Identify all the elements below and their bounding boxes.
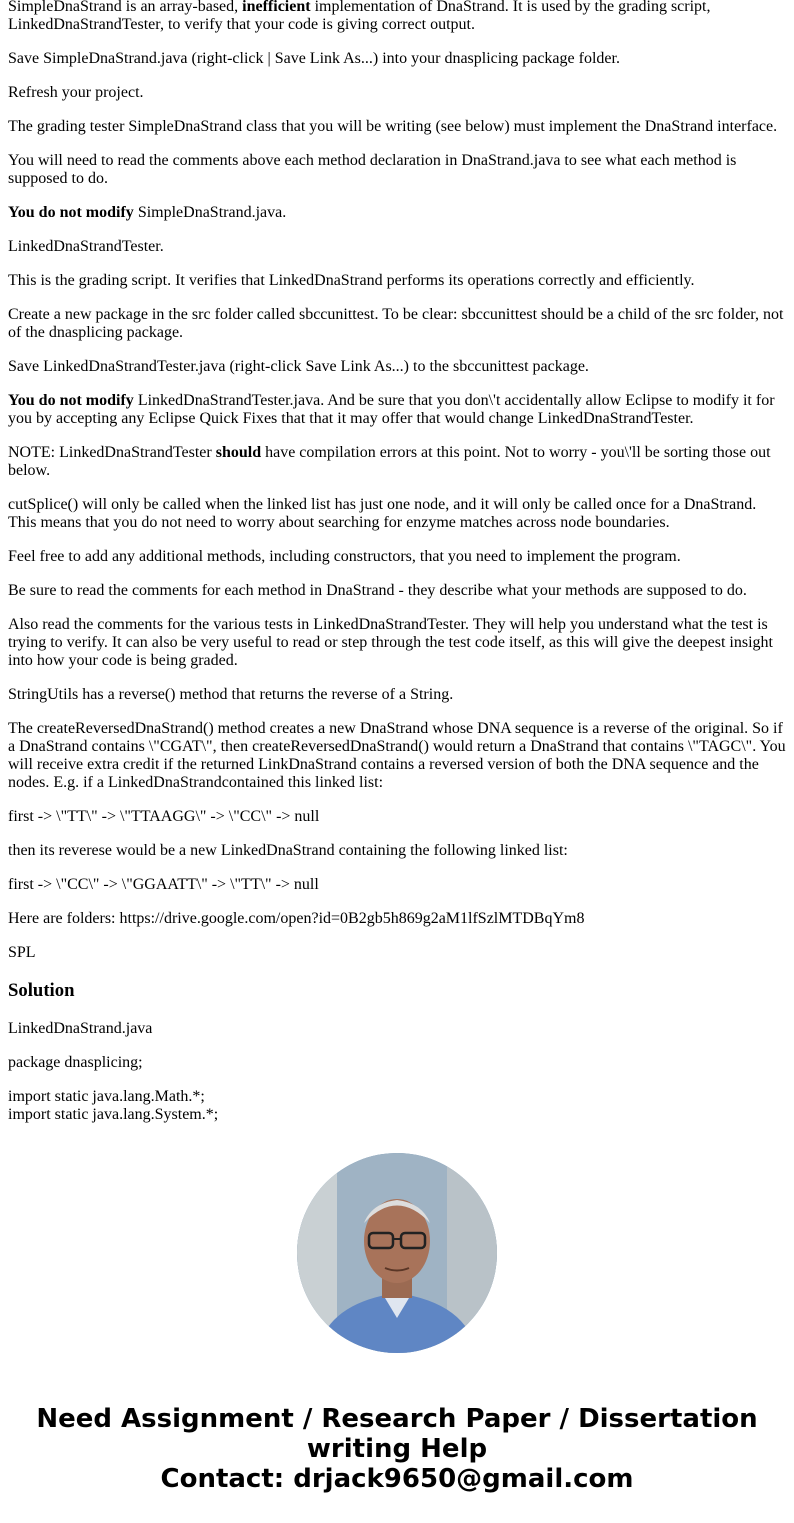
paragraph [8, 272, 786, 290]
paragraph [8, 496, 786, 532]
paragraph [8, 842, 786, 860]
author-avatar [297, 1153, 497, 1353]
text: Feel free to add any additional methods, including constructors, that you need to implement the program. [8, 548, 681, 565]
text: Solution [8, 980, 75, 1001]
text: The createReversedDnaStrand() method creates a new DnaStrand whose DNA sequence is a reverse of the original. So if a DnaStrand contains \"CGAT\", then createReversedDnaStrand() would return a DnaStrand that contains \"TAGC\". You will receive extra credit if the returned LinkDnaStrand contains a reversed version of both the DNA sequence and the nodes. E.g. if a LinkedDnaStrandcontained this linked list: [8, 720, 786, 791]
paragraph [8, 686, 786, 704]
text: SimpleDnaStrand is an array-based, [8, 0, 243, 15]
text: package dnasplicing; [8, 1054, 143, 1071]
paragraph [8, 118, 786, 136]
help-headline: Need Assignment / Research Paper / Dissertation writing Help [36, 1404, 758, 1464]
section-heading [8, 980, 786, 1002]
text: implementation of DnaStrand. It is used by the grading script, LinkedDnaStrandTester, to verify that your code is giving correct output. [8, 0, 711, 33]
paragraph [8, 392, 786, 428]
paragraph [8, 238, 786, 256]
text: first -> \"CC\" -> \"GGAATT\" -> \"TT\" -> null [8, 876, 319, 893]
text: Create a new package in the src folder called sbccunittest. To be clear: sbccunittest should be a child of the src folder, not of the dnasplicing package. [8, 306, 784, 341]
paragraph [8, 616, 786, 670]
paragraph [8, 358, 786, 376]
paragraph [8, 444, 786, 480]
text: StringUtils has a reverse() method that returns the reverse of a String. [8, 686, 454, 703]
text: first -> \"TT\" -> \"TTAAGG\" -> \"CC\" -> null [8, 808, 320, 825]
text: Refresh your project. [8, 84, 144, 101]
text: then its reverese would be a new LinkedDnaStrand containing the following linked list: [8, 842, 568, 859]
paragraph [8, 0, 786, 34]
contact-email: Contact: drjack9650@gmail.com [160, 1464, 634, 1494]
text: cutSplice() will only be called when the linked list has just one node, and it will only be called once for a DnaStrand. This means that you do not need to worry about searching for enzyme matches across node boundaries. [8, 496, 757, 531]
paragraph [8, 548, 786, 566]
text: NOTE: LinkedDnaStrandTester [8, 444, 216, 461]
text: The grading tester SimpleDnaStrand class that you will be writing (see below) must implement the DnaStrand interface. [8, 118, 778, 135]
paragraph [8, 84, 786, 102]
paragraph [8, 306, 786, 342]
text: have compilation errors at this point. Not to worry - you\'ll be sorting those out below. [8, 444, 771, 479]
paragraph [8, 152, 786, 188]
text: SimpleDnaStrand.java. [133, 204, 287, 221]
paragraph [8, 1088, 786, 1124]
text: LinkedDnaStrand.java [8, 1020, 153, 1037]
text: LinkedDnaStrandTester.java. And be sure that you don\'t accidentally allow Eclipse to modify it for you by accepting any Eclipse Quick Fixes that that it may offer that would change LinkedDnaStrandTester. [8, 392, 775, 427]
paragraph [8, 204, 786, 222]
document-body [8, 0, 786, 1140]
paragraph [8, 944, 786, 962]
text: This is the grading script. It verifies that LinkedDnaStrand performs its operations correctly and efficiently. [8, 272, 695, 289]
paragraph [8, 910, 786, 928]
text: Save LinkedDnaStrandTester.java (right-click Save Link As...) to the sbccunittest package. [8, 358, 589, 375]
text: Here are folders: https://drive.google.com/open?id=0B2gb5h869g2aM1lfSzlMTDBqYm8 [8, 910, 585, 927]
text: SPL [8, 944, 36, 961]
contact-banner [0, 1404, 794, 1494]
paragraph [8, 720, 786, 792]
bold-text: You do not modify [8, 204, 134, 221]
text: Also read the comments for the various tests in LinkedDnaStrandTester. They will help you understand what the test is trying to verify. It can also be very useful to read or step through the test code itself, as this will give the deepest insight into how your code is being graded. [8, 616, 773, 669]
paragraph [8, 50, 786, 68]
text: Be sure to read the comments for each method in DnaStrand - they describe what your methods are supposed to do. [8, 582, 747, 599]
person-photo-icon [297, 1153, 497, 1353]
text: You will need to read the comments above each method declaration in DnaStrand.java to see what each method is supposed to do. [8, 152, 737, 187]
paragraph [8, 876, 786, 894]
paragraph [8, 1020, 786, 1038]
text: LinkedDnaStrandTester. [8, 238, 164, 255]
bold-text: You do not modify [8, 392, 134, 409]
code-line: import static java.lang.Math.*; [8, 1088, 205, 1105]
paragraph [8, 582, 786, 600]
code-line: import static java.lang.System.*; [8, 1106, 219, 1123]
paragraph [8, 1054, 786, 1072]
paragraph [8, 808, 786, 826]
bold-text: inefficient [242, 0, 311, 15]
text: Save SimpleDnaStrand.java (right-click | Save Link As...) into your dnasplicing package folder. [8, 50, 620, 67]
bold-text: should [215, 444, 262, 461]
